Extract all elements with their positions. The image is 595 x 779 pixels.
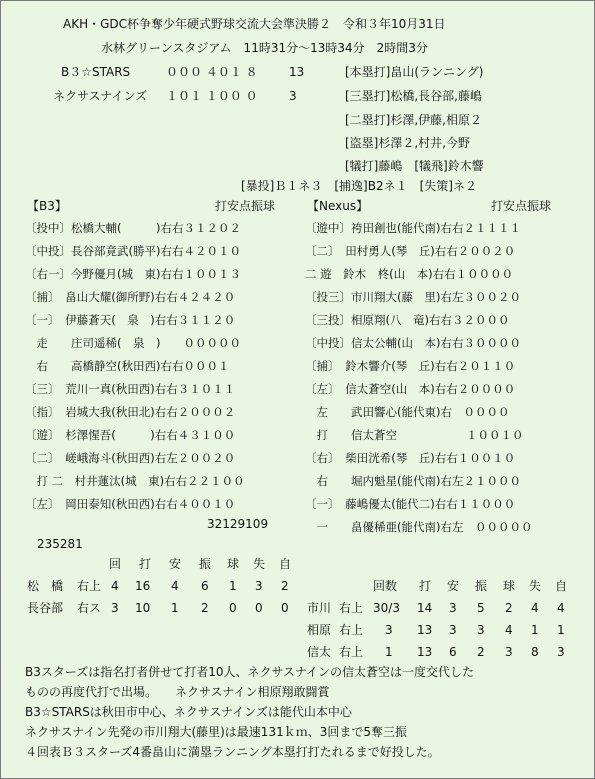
pitch-stat: 4 bbox=[171, 579, 179, 593]
note-triple: [三塁打]松橋,長谷部,藤嶋 bbox=[345, 89, 482, 103]
batter-row: 打 信太蒼空 １００１０ bbox=[305, 428, 524, 442]
batter-row: 〔遊〕 杉澤惺吾( )右右４３１００ bbox=[25, 428, 236, 442]
pitch-stat: 4 bbox=[505, 623, 513, 637]
batter-row: 〔投中〕松橋大輔( )右右３１２０２ bbox=[25, 221, 241, 235]
comment-line: B3☆STARSは秋田市中心、ネクサスナインズは能代山本中心 bbox=[25, 705, 352, 719]
pitch-stat: 3 bbox=[477, 623, 485, 637]
pitch-col-header: 回数 bbox=[373, 579, 398, 593]
pitch-stat: 1 bbox=[385, 645, 393, 659]
game-title: AKH・GDC杯争奪少年硬式野球交流大会準決勝２ 令和３年10月31日 bbox=[63, 17, 446, 31]
batter-row: 右 堀内魁星(能代南)右左２１０００ bbox=[305, 474, 521, 488]
batter-row: 〔左〕 岡田泰知(秋田西)右右４００１０ bbox=[25, 497, 236, 511]
pitch-stat: 10 bbox=[135, 601, 151, 615]
b3-extra: 235281 bbox=[37, 537, 83, 551]
pitch-stat: 3 bbox=[385, 623, 393, 637]
batter-row: 〔二〕 田村勇人(琴 丘)右右２００２０ bbox=[305, 244, 516, 258]
pitcher-name: 相原 bbox=[307, 623, 332, 637]
pitcher-hand: 右上 bbox=[339, 601, 364, 615]
pitch-stat: 0 bbox=[281, 601, 289, 615]
pitch-stat: 1 bbox=[557, 623, 565, 637]
batter-row: 走 庄司遥稀( 泉 ) ０００００ bbox=[25, 336, 241, 350]
linescore-runs: 3 bbox=[289, 89, 297, 103]
batter-row: 一 畠優稀亜(能代南)右左 ０００００ bbox=[305, 520, 533, 534]
pitch-stat: 2 bbox=[281, 579, 289, 593]
pitch-stat: 3 bbox=[255, 579, 263, 593]
batter-row: 〔三投〕相原翔(八 竜)右右３２０００ bbox=[305, 313, 510, 327]
comment-line: ネクサスナイン先発の市川翔大(藤里)は最速131ｋｍ、3回まで5奪三振 bbox=[25, 725, 407, 739]
pitcher-hand: 右上 bbox=[77, 579, 102, 593]
pitch-stat: 4 bbox=[557, 601, 565, 615]
linescore-innings: １０１ １００ ０ bbox=[166, 89, 258, 103]
batter-row: 〔左〕 信太蒼空(山 本)右右２００００ bbox=[305, 382, 516, 396]
pitch-col-header: 打 bbox=[139, 557, 152, 571]
pitch-stat: 3 bbox=[557, 645, 565, 659]
pitcher-name: 長谷部 bbox=[27, 601, 64, 615]
pitch-stat: 1 bbox=[171, 601, 179, 615]
pitch-col-header: 球 bbox=[227, 557, 240, 571]
nexus-label: 【Nexus】 bbox=[307, 199, 369, 213]
pitch-stat: 4 bbox=[531, 601, 539, 615]
linescore-team: ネクサスナインズ bbox=[53, 89, 148, 103]
batter-row: 〔遊中〕袴田創也(能代南)右右２１１１１ bbox=[305, 221, 521, 235]
pitch-stat: 1 bbox=[531, 623, 539, 637]
batter-row: 〔指〕 岩城大我(秋田北)右右２０００２ bbox=[25, 405, 236, 419]
b3-label: 【B3】 bbox=[27, 199, 67, 213]
pitcher-name: 市川 bbox=[307, 601, 332, 615]
batter-row: 打 二 村井蓮汰(城 東)右右２２１００ bbox=[25, 474, 245, 488]
pitch-stat: 13 bbox=[417, 645, 433, 659]
pitcher-hand: 右ス bbox=[77, 601, 102, 615]
pitch-stat: 2 bbox=[201, 601, 209, 615]
pitch-stat: 5 bbox=[477, 601, 485, 615]
pitch-col-header: 打 bbox=[419, 579, 432, 593]
pitch-col-header: 失 bbox=[529, 579, 542, 593]
pitch-stat: 2 bbox=[505, 601, 513, 615]
pitch-col-header: 振 bbox=[475, 579, 488, 593]
pitcher-hand: 右上 bbox=[339, 623, 364, 637]
batter-row: 左 武田響心(能代東)右 ００００ bbox=[305, 405, 510, 419]
note-steal: [盗塁]杉澤２,村井,今野 bbox=[345, 136, 470, 150]
batter-row: 二 遊 鈴木 柊(山 本)右右１００００ bbox=[305, 267, 514, 281]
batter-row: 〔捕〕 鈴木響介(琴 丘)右右２０１１０ bbox=[305, 359, 516, 373]
pitch-stat: 3 bbox=[505, 645, 513, 659]
batter-row: 〔投三〕市川翔大(藤 里)右左３００２０ bbox=[305, 290, 521, 304]
pitch-stat: 6 bbox=[449, 645, 457, 659]
note-sacrifice: [犠打]藤嶋 [犠飛]鈴木響 bbox=[345, 159, 484, 173]
pitch-stat: 14 bbox=[417, 601, 433, 615]
pitch-col-header: 安 bbox=[169, 557, 182, 571]
venue-time: 水林グリーンスタジアム 11時31分～13時34分 2時間3分 bbox=[101, 41, 428, 55]
pitch-stat: 0 bbox=[255, 601, 263, 615]
linescore-innings: ０００ ４０１ ８ bbox=[166, 65, 258, 79]
batter-row: 〔二〕 嵯峨海斗(秋田西)右左２００２０ bbox=[25, 451, 236, 465]
pitch-col-header: 自 bbox=[555, 579, 568, 593]
pitch-stat: 2 bbox=[477, 645, 485, 659]
linescore-runs: 13 bbox=[289, 65, 305, 79]
batter-row: 〔右〕 柴田洸希(琴 丘)右右１００１０ bbox=[305, 451, 516, 465]
note-double: [二塁打]杉澤,伊藤,相原２ bbox=[345, 113, 482, 127]
batter-row: 〔中投〕長谷部竟武(勝平)右右４２０１０ bbox=[25, 244, 241, 258]
pitcher-hand: 右上 bbox=[339, 645, 364, 659]
pitch-stat: 3 bbox=[111, 601, 119, 615]
comment-line: ものの再度代打で出場。 ネクサスナイン相原翔敢闘賞 bbox=[25, 685, 330, 699]
batter-row: 〔右一〕今野優月(城 東)右右１００１３ bbox=[25, 267, 241, 281]
batter-row: 〔一〕 藤嶋優太(能代二)右右１１０００ bbox=[305, 497, 516, 511]
b3-stat-header: 打安点振球 bbox=[215, 199, 276, 213]
pitch-stat: 30/3 bbox=[373, 601, 400, 615]
batter-row: 〔三〕 荒川一真(秋田西)右右３１０１１ bbox=[25, 382, 236, 396]
comment-line: ４回表Ｂ３スターズ4番畠山に満塁ランニング本塁打打たれるまで好投した。 bbox=[25, 745, 440, 759]
pitch-stat: 6 bbox=[201, 579, 209, 593]
pitch-col-header: 回 bbox=[109, 557, 122, 571]
pitch-stat: 8 bbox=[531, 645, 539, 659]
pitch-col-header: 振 bbox=[199, 557, 212, 571]
pitch-stat: 1 bbox=[229, 579, 237, 593]
batter-row: 〔中投〕信太公輔(山 本)右右３００００ bbox=[305, 336, 521, 350]
pitcher-name: 信太 bbox=[307, 645, 332, 659]
nexus-stat-header: 打安点振球 bbox=[491, 199, 552, 213]
pitch-stat: 3 bbox=[449, 623, 457, 637]
pitch-col-header: 自 bbox=[279, 557, 292, 571]
note-misc: [暴投]Ｂ１ネ３ [捕逸]B2ネ１ [失策]ネ２ bbox=[241, 179, 477, 193]
pitch-stat: 0 bbox=[229, 601, 237, 615]
batter-row: 右 高橋静空(秋田西)右右０００１ bbox=[25, 359, 230, 373]
pitch-stat: 4 bbox=[111, 579, 119, 593]
note-homerun: [本塁打]畠山(ランニング) bbox=[345, 65, 484, 79]
pitch-col-header: 失 bbox=[253, 557, 266, 571]
comment-line: B3スターズは指名打者併せて打者10人、ネクサスナインの信太蒼空は一度交代した bbox=[25, 665, 474, 679]
pitch-col-header: 球 bbox=[503, 579, 516, 593]
pitch-stat: 13 bbox=[417, 623, 433, 637]
batter-row: 〔捕〕 畠山大耀(御所野)右右４２４２０ bbox=[25, 290, 236, 304]
pitch-stat: 3 bbox=[449, 601, 457, 615]
pitch-col-header: 安 bbox=[447, 579, 460, 593]
batter-row: 〔一〕 伊藤蒼天( 泉 )右右３１１２０ bbox=[25, 313, 236, 327]
linescore-team: B３☆STARS bbox=[61, 65, 131, 79]
pitcher-name: 松 橋 bbox=[27, 579, 64, 593]
b3-totals: 32129109 bbox=[207, 517, 269, 531]
pitch-stat: 16 bbox=[135, 579, 151, 593]
